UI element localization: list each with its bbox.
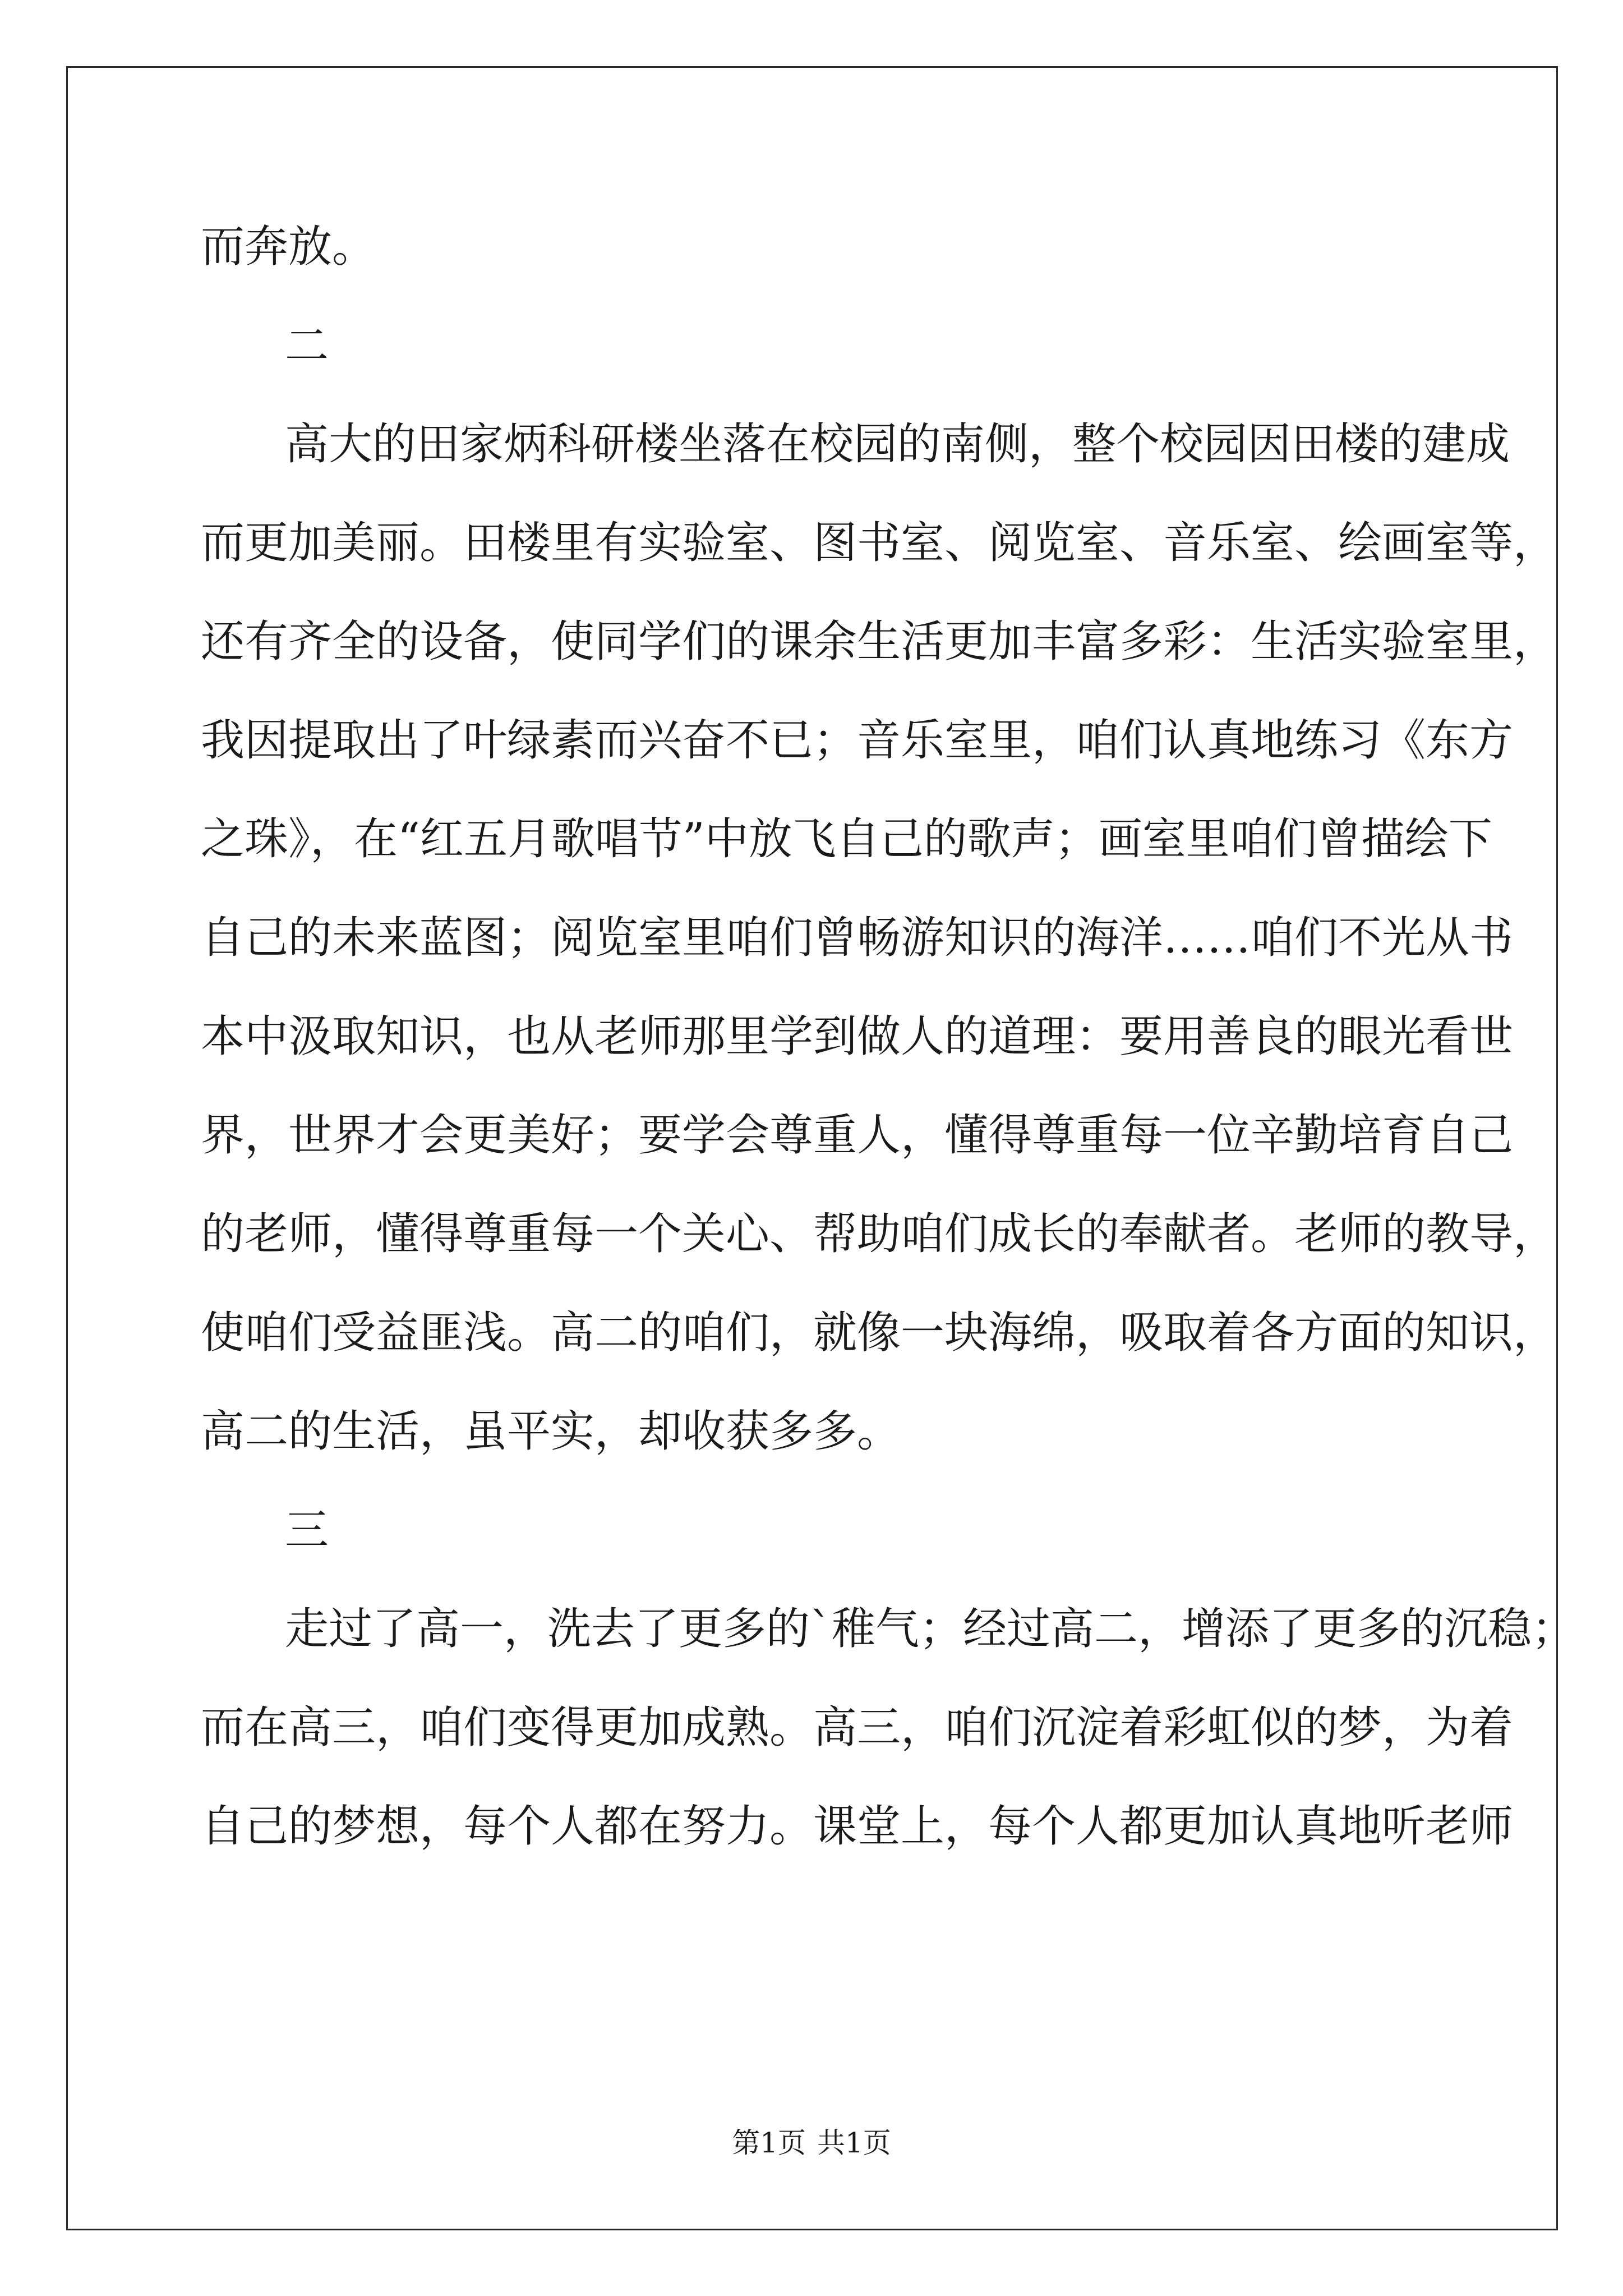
section-heading-3: 三 [285, 1505, 329, 1556]
paragraph-line: 之珠》，在“红五月歌唱节”中放飞自己的歌声；画室里咱们曾描绘下 [201, 814, 1492, 864]
paragraph-line: 自己的梦想，每个人都在努力。课堂上，每个人都更加认真地听老师 [201, 1801, 1514, 1852]
paragraph-line: 我因提取出了叶绿素而兴奋不已；音乐室里，咱们认真地练习《东方 [201, 715, 1514, 766]
paragraph-line: 而奔放。 [201, 222, 376, 272]
paragraph-line: 而在高三，咱们变得更加成熟。高三，咱们沉淀着彩虹似的梦，为着 [201, 1703, 1514, 1753]
paragraph-line: 而更加美丽。田楼里有实验室、图书室、阅览室、音乐室、绘画室等， [201, 518, 1557, 568]
paragraph-line: 自己的未来蓝图；阅览室里咱们曾畅游知识的海洋……咱们不光从书 [201, 913, 1514, 963]
paragraph-line: 走过了高一，洗去了更多的`稚气；经过高二，增添了更多的沉稳； [285, 1604, 1576, 1654]
paragraph-line: 高大的田家炳科研楼坐落在校园的南侧，整个校园因田楼的建成 [285, 419, 1510, 470]
paragraph-line: 界，世界才会更美好；要学会尊重人，懂得尊重每一位辛勤培育自己 [201, 1110, 1514, 1161]
paragraph-line: 的老师，懂得尊重每一个关心、帮助咱们成长的奉献者。老师的教导， [201, 1209, 1557, 1259]
paragraph-line: 高二的生活，虽平实，却收获多多。 [201, 1406, 901, 1457]
page-footer [0, 2126, 1623, 2160]
paragraph-line: 还有齐全的设备，使同学们的课余生活更加丰富多彩：生活实验室里， [201, 616, 1557, 667]
section-heading-2: 二 [285, 321, 329, 371]
page-total-label: 共1页 [817, 2127, 891, 2159]
paragraph-line: 本中汲取知识，也从老师那里学到做人的道理：要用善良的眼光看世 [201, 1011, 1514, 1062]
page-number-label: 第1页 [732, 2127, 806, 2159]
paragraph-line: 使咱们受益匪浅。高二的咱们，就像一块海绵，吸取着各方面的知识， [201, 1308, 1557, 1358]
